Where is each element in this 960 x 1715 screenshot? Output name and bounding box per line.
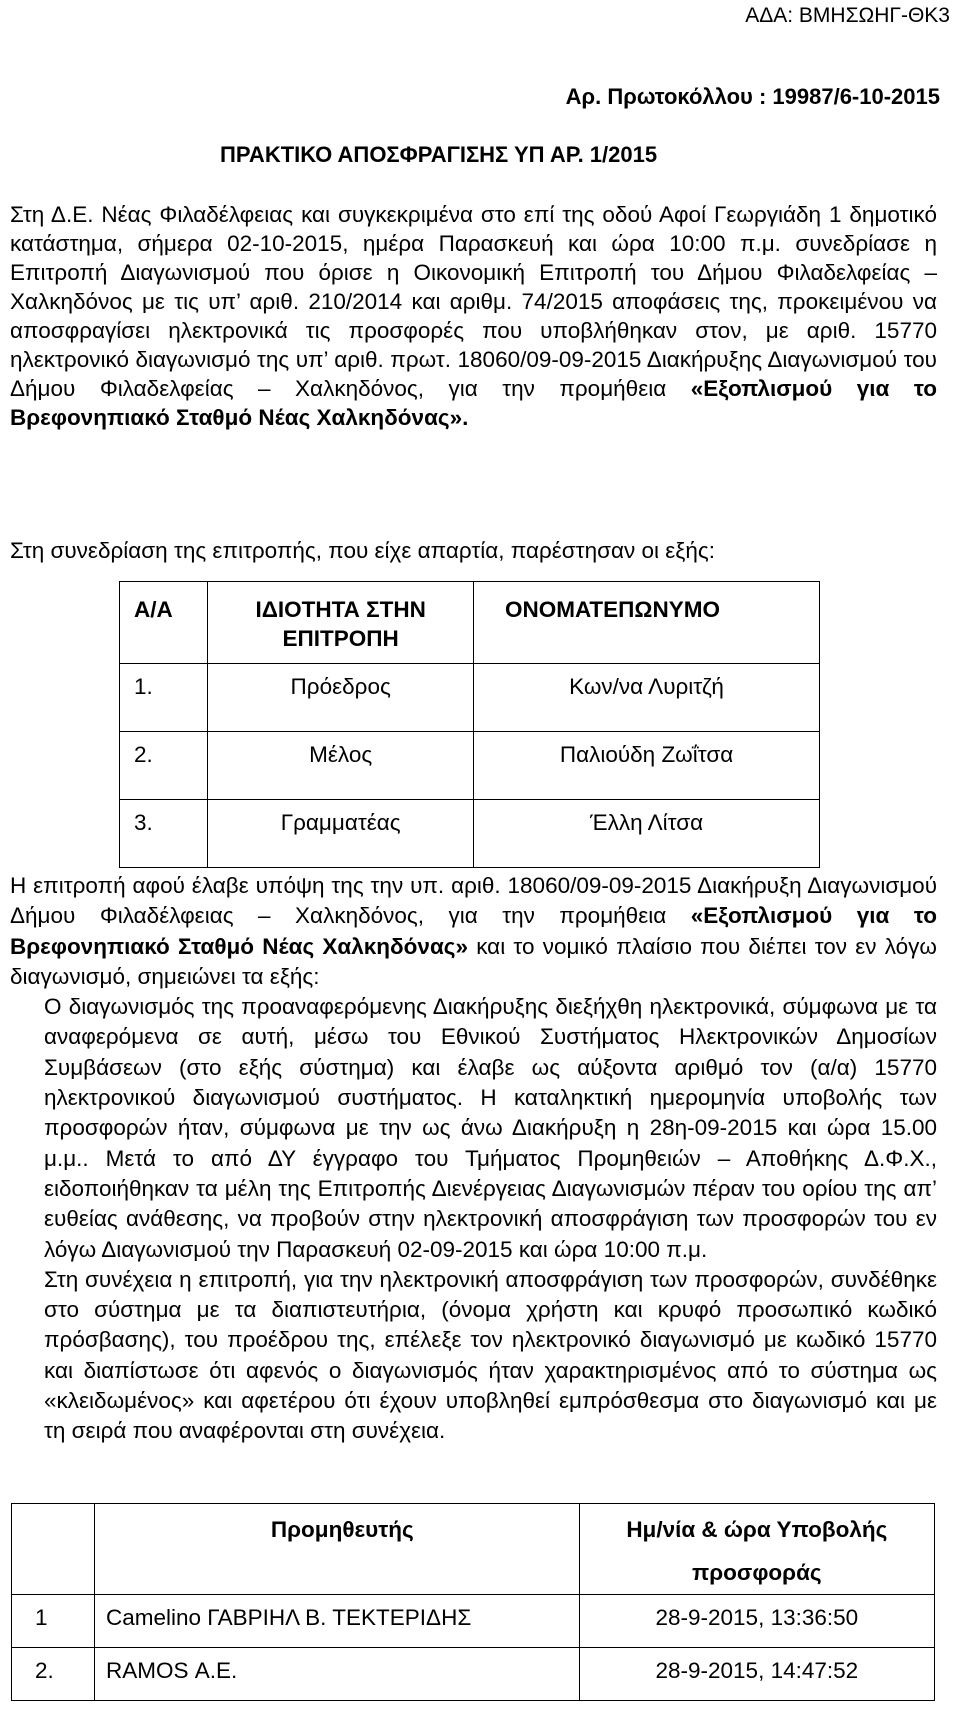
member-num: 3. — [120, 800, 208, 868]
member-role: Μέλος — [208, 732, 474, 800]
body-p1-start: Η επιτροπή αφού έλαβε υπόψη της την υπ. αριθ. 18060/09-09-2015 Διακήρυξη Διαγωνισμού Δήμου Φιλαδέλφειας – Χαλκηδόνος, για την προμήθεια — [10, 873, 937, 929]
committee-col-num: Α/Α — [120, 582, 208, 664]
table-row — [120, 664, 820, 732]
intro-paragraph — [10, 200, 937, 432]
body-p1-bold-subject: «Εξοπλισμού για το Βρεφονηπιακό Σταθμό Νέας Χαλκηδόνας» — [10, 903, 938, 959]
body-text — [10, 871, 937, 1447]
committee-header-row — [120, 582, 820, 664]
bid-supplier: Camelino ΓΑΒΡΙΗΛ Β. ΤΕΚΤΕΡΙΔΗΣ — [94, 1595, 579, 1648]
body-paragraph-3: Στη συνέχεια η επιτροπή, για την ηλεκτρονική αποσφράγιση των προσφορών, συνδέθηκε στο σύστημα με τα διαπιστευτήρια, (όνομα χρήστη και κρυφό προσωπικό κωδικό πρόσβασης), του προέδρου της, επέλεξε τον ηλεκτρονικό διαγωνισμό με κωδικό 15770 και διαπίστωσε ότι αφενός ο διαγωνισμός ήταν χαρακτηρισμένος από το σύστημα ως «κλειδωμένος» και αφετέρου ότι έχουν υποβληθεί εμπρόσθεσμα στο διαγωνισμό και με τη σειρά που αναφέρονται στη συνέχεια. — [44, 1266, 937, 1444]
bids-col-num — [12, 1504, 95, 1595]
table-row — [12, 1648, 935, 1701]
member-num: 2. — [120, 732, 208, 800]
bids-col-datetime: Ημ/νία & ώρα Υποβολής προσφοράς — [579, 1504, 934, 1595]
intro-bold-subject: «Εξοπλισμού για το Βρεφονηπιακό Σταθμό Νέας Χαλκηδόνας». — [10, 376, 938, 430]
body-paragraph-2: Ο διαγωνισμός της προαναφερόμενης Διακήρυξης διεξήχθη ηλεκτρονικά, σύμφωνα με τα αναφερόμενα σε αυτή, μέσω του Εθνικού Συστήματος Ηλεκτρονικών Δημοσίων Συμβάσεων (στο εξής σύστημα) και έλαβε ως αύξοντα αριθμό τον (α/α) 15770 ηλεκτρονικού διαγωνισμού συστήματος. Η καταληκτική ημερομηνία υποβολής των προσφορών ήταν, σύμφωνα με την ως άνω Διακήρυξη η 28η-09-2015 και ώρα 15.00 μ.μ.. Μετά το από ΔΥ έγγραφο του Τμήματος Προμηθειών – Αποθήκης Δ.Φ.Χ., ειδοποιήθηκαν τα μέλη της Επιτροπής Διενέργειας Διαγωνισμών πέραν του ορίου της απ’ ευθείας ανάθεσης, να προβούν στην ηλεκτρονική αποσφράγιση των προσφορών του εν λόγω Διαγωνισμού την Παρασκευή 02-09-2015 και ώρα 10:00 π.μ. — [44, 994, 937, 1262]
member-name: Κων/να Λυριτζή — [474, 664, 820, 732]
bid-supplier: RAMOS Α.Ε. — [94, 1648, 579, 1701]
member-role: Γραμματέας — [208, 800, 474, 868]
member-name: Παλιούδη Ζωΐτσα — [474, 732, 820, 800]
table-row — [120, 800, 820, 868]
attendance-text: Στη συνεδρίαση της επιτροπής, που είχε απαρτία, παρέστησαν οι εξής: — [10, 538, 715, 563]
intro-text: Στη Δ.Ε. Νέας Φιλαδέλφειας και συγκεκριμένα στο επί της οδού Αφοί Γεωργιάδη 1 δημοτικό κατάστημα, σήμερα 02-10-2015, ημέρα Παρασκευή και ώρα 10:00 π.μ. συνεδρίασε η Επιτροπή Διαγωνισμού που όρισε η Οικονομική Επιτροπή του Δήμου Φιλαδελφείας – Χαλκηδόνος με τις υπ’ αριθ. 210/2014 και αριθμ. 74/2015 αποφάσεις της, προκειμένου να αποσφραγίσει ηλεκτρονικά τις προσφορές που υποβλήθηκαν στον, με αριθ. 15770 ηλεκτρονικό διαγωνισμό της υπ’ αριθ. πρωτ. 18060/09-09-2015 Διακήρυξης Διαγωνισμού του Δήμου Φιλαδελφείας – Χαλκηδόνος, για την προμήθεια — [10, 202, 937, 401]
bid-datetime: 28-9-2015, 13:36:50 — [579, 1595, 934, 1648]
member-num: 1. — [120, 664, 208, 732]
member-role: Πρόεδρος — [208, 664, 474, 732]
bid-datetime: 28-9-2015, 14:47:52 — [579, 1648, 934, 1701]
table-row — [120, 732, 820, 800]
bid-num: 1 — [12, 1595, 95, 1648]
bids-header-row — [12, 1504, 935, 1595]
committee-col-role: ΙΔΙΟΤΗΤΑ ΣΤΗΝ ΕΠΙΤΡΟΠΗ — [208, 582, 474, 664]
table-row — [12, 1595, 935, 1648]
committee-col-name: ΟΝΟΜΑΤΕΠΩΝΥΜΟ — [474, 582, 820, 664]
bid-num: 2. — [12, 1648, 95, 1701]
committee-table — [119, 581, 820, 868]
bids-col-supplier: Προμηθευτής — [94, 1504, 579, 1595]
protocol-number: Αρ. Πρωτοκόλλου : 19987/6-10-2015 — [565, 84, 940, 109]
member-name: Έλλη Λίτσα — [474, 800, 820, 868]
bids-table — [11, 1503, 935, 1701]
document-title: ΠΡΑΚΤΙΚΟ ΑΠΟΣΦΡΑΓΙΣΗΣ ΥΠ ΑΡ. 1/2015 — [220, 142, 658, 167]
body-p1-end: και το νομικό πλαίσιο που διέπει τον εν λόγω διαγωνισμό, σημειώνει τα εξής: — [10, 933, 937, 989]
ada-code: ΑΔΑ: ΒΜΗΣΩΗΓ-ΘΚ3 — [745, 4, 950, 27]
body-paragraph-1 — [10, 871, 937, 992]
